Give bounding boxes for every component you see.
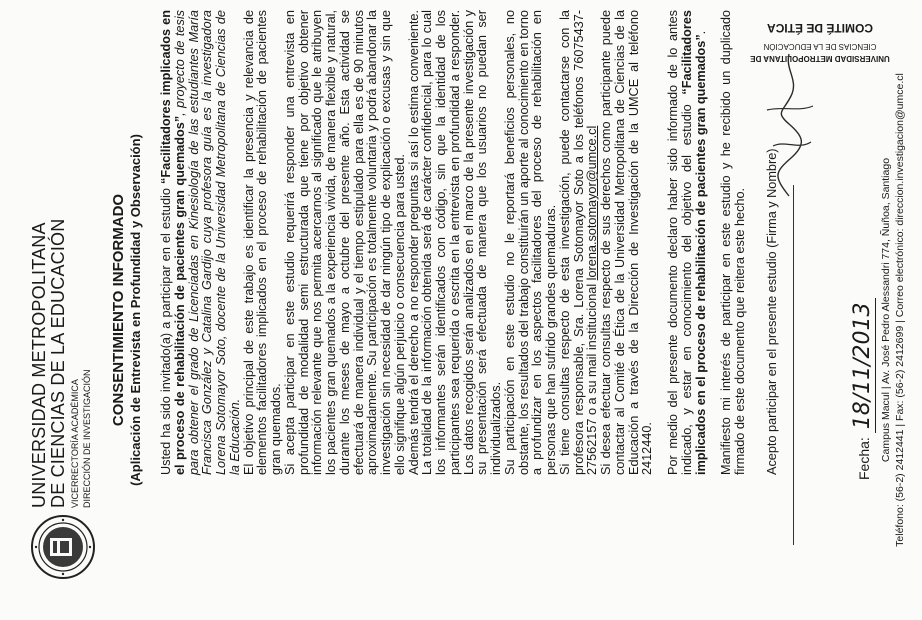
date-value: 18/11/2013 <box>850 298 876 433</box>
paragraph-contact: Si tiene consultas respecto de esta investigación, puede contactarse con la profesora responsable, Sra. Lorena Sotomayor Soto a los teléfonos 76075437- 27562157 o a su mail institucional lorena.sotomayor@umce.cl <box>557 10 600 475</box>
stamp-line-3: COMITÉ DE ÉTICA <box>767 21 874 35</box>
study-title-repeat: “Facilitadores implicados en el proceso de rehabilitación de pacientes gran quemados” <box>679 10 708 475</box>
document-subtitle: (Aplicación de Entrevista en Profundidad y Observación) <box>128 134 143 486</box>
university-seal-icon <box>30 514 96 580</box>
footer-contact: Teléfono: (56-2) 2412441 | Fax: (56-2) 2412699 | Correo electrónico: direccion.investigacion@umce.cl <box>894 73 906 547</box>
stamp-line-1: UNIVERSIDAD METROPOLITANA DE <box>750 54 890 63</box>
paragraph-declaration: Por medio del presente documento declaro haber sido informado de lo antes indicado, y estar en conocimiento del objetivo del estudio “Facilitadores implicados en el proceso de rehabilitación de pacientes gran quemados”. <box>666 10 708 475</box>
paragraph-objective: El objetivo principal de este trabajo es identificar la presencia y relevancia de elementos facilitadores implicados en el proceso de rehabilitación de pacientes gran quemados. <box>241 10 283 475</box>
paragraph-invitation: Usted ha sido invitado(a) a participar en el estudio “Facilitadores implicados en el proceso de rehabilitación de pacientes gran quemados”, proyecto de tesis para obtener el grado de Licenciadas en Kinesiología de las estudiantes María Francisca González y Catalina Gardijo cuya profesora guía es la investigadora Lorena Sotomayor Soto, docente de la Universidad Metropolitana de Ciencias de la Educación. <box>159 10 242 475</box>
contact-email-link[interactable]: lorena.sotomayor@umce.cl <box>585 125 600 281</box>
paragraph-confidentiality: Además tendrá el derecho a no responder preguntas si así lo estima conveniente. La totalidad de la información obtenida será de carácter confidencial, para lo cual los informantes serán identificados con código, sin que la identidad de los participantes sea requerida o escrita en la entrevista en profundidad a responder. Los datos recogidos serán analizados en el marco de la presente investigación y su presentación será efectuada de manera que los usuarios no puedan ser individualizados. <box>406 10 503 475</box>
vicerrectoria-label: VICERRECTORÍA ACADÉMICA <box>69 379 80 508</box>
consent-body <box>160 10 780 475</box>
date-label: Fecha: <box>856 437 872 480</box>
paragraph-interest: Manifiesto mi interés de participar en este estudio y he recibido un duplicado firmado de este documento que reitera este hecho. <box>719 10 747 475</box>
footer-address: Campus Macul | Av. José Pedro Alessandri 774, Ñuñoa, Santiago <box>880 157 892 463</box>
handwritten-signature <box>755 50 825 200</box>
study-title: “Facilitadores implicados en el proceso de rehabilitación de pacientes gran quemados” <box>159 10 187 475</box>
university-name-line1: UNIVERSIDAD METROPOLITANA <box>29 222 49 508</box>
paragraph-acceptance: Acepto participar en el presente estudio (Firma y Nombre) <box>764 148 779 475</box>
direccion-label: DIRECCIÓN DE INVESTIGACIÓN <box>82 369 93 508</box>
university-header <box>30 219 92 508</box>
paragraph-procedure: Si acepta participar en este estudio requerirá responder una entrevista en profundidad de modalidad semi estructurada que tiene por objetivo obtener información relevante que nos permita acercarnos al significado que le atribuyen los pacientes gran quemados a la experiencia vivida, de manera flexible y natural, durante los meses de mayo a octubre del presente año. Esta actividad se efectuará de manera individual y el tiempo estipulado para ella es de 90 minutos aproximadamente. Su participación es totalmente voluntaria y podrá abandonar la investigación sin necesidad de dar ningún tipo de explicación o excusas y sin que ello signifique algún perjuicio o consecuencia para usted. <box>282 10 407 475</box>
university-name-line2: DE CIENCIAS DE LA EDUCACIÓN <box>47 218 68 508</box>
document-title: CONSENTIMIENTO INFORMADO <box>110 193 127 427</box>
paragraph-benefits: Su participación en este estudio no le reportará beneficios personales, no obstante, los resultados del trabajo constituirán un aporte al conocimiento en torno a profundizar en los aspectos facilitadores del proceso de rehabilitación en personas que han sufrido grandes quemaduras. <box>502 10 558 475</box>
date-field <box>850 298 876 480</box>
stamp-line-2: CIENCIAS DE LA EDUCACIÓN <box>763 42 877 51</box>
paragraph-ethics: Si desea efectuar consultas respecto de sus derechos como participante puede contactar al Comité de Ética de la Universidad Metropolitana de Ciencias de la Educación a través de la Dirección de Investigación de la UMCE al teléfono 2412440. <box>599 10 655 475</box>
signature-line <box>793 185 794 545</box>
